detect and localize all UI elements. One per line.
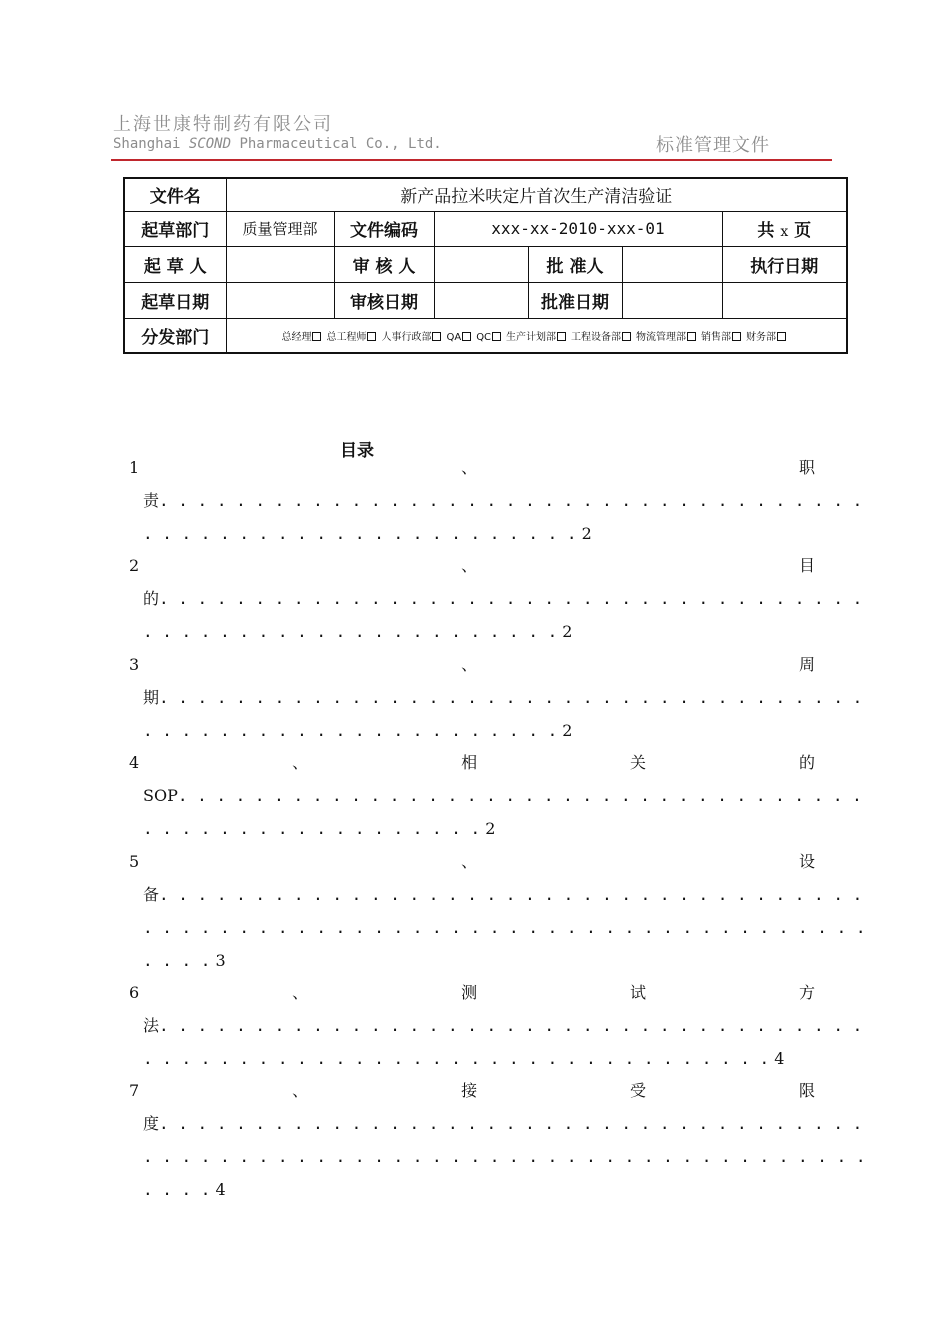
table-row [124,246,847,282]
approver-label: 批 准人 [528,246,622,282]
toc-dot-leader: . . . . . . . . . . . . . . . . . . . . . . . . . . . . . . . . . . . . . [159,589,863,608]
distribution-item-label: 财务部 [746,331,777,343]
checkbox-icon[interactable] [777,332,786,341]
toc-entry-number: 1 [129,458,140,477]
toc-entry-word: 测 [461,983,478,1002]
checkbox-icon[interactable] [732,332,741,341]
pages-prefix: 共 [757,221,775,241]
draft-date-label: 起草日期 [124,282,226,318]
toc-entry-continuation: 的 [143,589,160,608]
distribution-item [636,332,696,343]
distribution-list [227,328,847,343]
toc-entry-heading [129,458,815,478]
toc-entry-word: 限 [798,1081,815,1100]
document-info-table [123,177,848,354]
drafter-label: 起 草 人 [124,246,226,282]
distribution-item-label: 总经理 [281,331,312,343]
toc-dot-leader: . . . . . . . . . . . . . . . . . . . . . . . . . . . . . . . . . . . . . . [143,918,866,937]
distribution-item [746,332,786,343]
toc-dot-leader: . . . . . . . . . . . . . . . . . . . . . . . . . . . . . . . . . [143,1049,770,1068]
pages-value: x [780,224,789,240]
distribution-label: 分发部门 [124,318,226,353]
toc-entry-separator: 、 [461,852,478,871]
toc-leader-line [143,951,226,971]
toc-entry-continuation: 期 [143,688,160,707]
table-row [124,282,847,318]
distribution-item [701,332,741,343]
review-date-label: 审核日期 [334,282,434,318]
doc-code-value: xxx-xx-2010-xxx-01 [434,211,722,246]
toc-page-number: 2 [576,524,592,543]
distribution-item-label: 销售部 [701,331,732,343]
toc-leader-line [143,688,862,708]
toc-entry-continuation: 法 [143,1016,160,1035]
toc-page-number: 3 [210,951,226,970]
toc-leader-line [143,1049,784,1069]
pages-suffix: 页 [794,221,812,241]
toc-entry-continuation: 度 [143,1114,160,1133]
page-count [722,211,847,246]
company-name-en [113,136,442,152]
toc-entry-separator: 、 [461,655,478,674]
header-rule [111,159,832,161]
distribution-item [446,332,471,343]
table-row [124,211,847,246]
distribution-item-label: 工程设备部 [571,331,622,343]
toc-entry-heading [129,753,815,773]
checkbox-icon[interactable] [462,332,471,341]
checkbox-icon[interactable] [312,332,321,341]
review-date-value [434,282,528,318]
distribution-cell [226,318,847,353]
drafter-value [226,246,334,282]
toc-page-number: 4 [769,1049,785,1068]
effective-date-label: 执行日期 [722,246,847,282]
toc-entry-separator: 、 [461,458,478,477]
toc-leader-line [143,622,572,642]
table-row [124,318,847,353]
doc-code-label: 文件编码 [334,211,434,246]
toc-entry-continuation: SOP [143,786,178,805]
toc-dot-leader: . . . . . . . . . . . . . . . . . . . . . . [143,721,558,740]
toc-entry-word: 的 [798,753,815,772]
checkbox-icon[interactable] [492,332,501,341]
toc-title: 目录 [340,441,374,461]
toc-dot-leader: . . . . . . . . . . . . . . . . . . . . . . . . . . . . . . . . . . . . . [159,688,863,707]
toc-entry-word: 方 [798,983,815,1002]
toc-dot-leader: . . . . [143,1180,211,1199]
distribution-item [326,332,376,343]
distribution-item [381,332,441,343]
toc-entry-number: 4 [129,753,140,772]
toc-leader-line [143,491,862,511]
toc-leader-line [143,1180,226,1200]
toc-entry-number: 5 [129,852,140,871]
toc-leader-line [143,1016,862,1036]
company-en-brand: SCOND [188,136,232,152]
toc-leader-line [143,1147,865,1167]
toc-dot-leader: . . . . . . . . . . . . . . . . . . . . . . . . . . . . . . . . . . . . . [159,1114,863,1133]
toc-entry-word: 相 [461,753,478,772]
toc-entry-number: 2 [129,556,140,575]
draft-dept-value: 质量管理部 [226,211,334,246]
toc-leader-line [143,524,592,544]
toc-leader-line [143,786,862,806]
toc-leader-line [143,589,862,609]
distribution-item-label: 物流管理部 [636,331,687,343]
toc-entry-continuation: 责 [143,491,160,510]
toc-leader-line [143,885,862,905]
distribution-item [281,332,321,343]
distribution-item-label: 人事行政部 [381,331,432,343]
toc-entry-number: 3 [129,655,140,674]
toc-dot-leader: . . . . . . . . . . . . . . . . . . . . . . . . . . . . . . . . . . . . . [159,1016,863,1035]
toc-entry-heading [129,852,815,872]
toc-dot-leader: . . . . . . . . . . . . . . . . . . . . . . . . . . . . . . . . . . . . . [159,491,863,510]
checkbox-icon[interactable] [432,332,441,341]
distribution-item [571,332,631,343]
toc-leader-line [143,918,865,938]
toc-entry-separator: 、 [461,556,478,575]
effective-date-value [722,282,847,318]
toc-entry-heading [129,1081,815,1101]
toc-entry-continuation: 备 [143,885,160,904]
toc-dot-leader: . . . . . . . . . . . . . . . . . . . . . . . . . . . . . . . . . . . . [177,786,862,805]
toc-entry-separator: 、 [292,1081,309,1100]
toc-entry-word: 目 [798,556,815,575]
company-en-suffix: Pharmaceutical Co., Ltd. [231,136,442,152]
toc-entry-number: 6 [129,983,140,1002]
toc-dot-leader: . . . . [143,951,211,970]
toc-page-number: 2 [480,819,496,838]
toc-leader-line [143,819,495,839]
toc-entry-number: 7 [129,1081,140,1100]
distribution-item [476,332,501,343]
toc-entry-word: 受 [630,1081,647,1100]
toc-page-number: 4 [210,1180,226,1199]
toc-entry-word: 职 [798,458,815,477]
checkbox-icon[interactable] [557,332,566,341]
toc-leader-line [143,1114,862,1134]
toc-entry-word: 关 [630,753,647,772]
distribution-item-label: 生产计划部 [506,331,557,343]
reviewer-label: 审 核 人 [334,246,434,282]
distribution-item-label: 总工程师 [326,331,367,343]
document-type: 标准管理文件 [656,135,770,156]
distribution-item-label: QA [446,331,462,343]
draft-date-value [226,282,334,318]
toc-page-number: 2 [557,721,573,740]
reviewer-value [434,246,528,282]
toc-dot-leader: . . . . . . . . . . . . . . . . . . . . . . . . . . . . . . . . . . . . . . [143,1147,866,1166]
checkbox-icon[interactable] [367,332,376,341]
toc-page-number: 2 [557,622,573,641]
approver-value [622,246,722,282]
toc-entry-word: 周 [798,655,815,674]
distribution-item [506,332,566,343]
toc-entry-word: 设 [798,852,815,871]
toc-entry-word: 接 [461,1081,478,1100]
toc-dot-leader: . . . . . . . . . . . . . . . . . . . . . . . [143,524,577,543]
toc-entry-heading [129,556,815,576]
toc-dot-leader: . . . . . . . . . . . . . . . . . . . . . . . . . . . . . . . . . . . . . [159,885,863,904]
approve-date-value [622,282,722,318]
toc-entry-word: 试 [630,983,647,1002]
file-name-value: 新产品拉米呋定片首次生产清洁验证 [226,178,847,211]
distribution-item-label: QC [476,331,492,343]
checkbox-icon[interactable] [687,332,696,341]
checkbox-icon[interactable] [622,332,631,341]
toc-entry-separator: 、 [292,983,309,1002]
toc-dot-leader: . . . . . . . . . . . . . . . . . . [143,819,481,838]
company-name-cn: 上海世康特制药有限公司 [113,114,333,135]
toc-entry-heading [129,655,815,675]
draft-dept-label: 起草部门 [124,211,226,246]
file-name-label: 文件名 [124,178,226,211]
toc-entry-separator: 、 [292,753,309,772]
toc-dot-leader: . . . . . . . . . . . . . . . . . . . . . . [143,622,558,641]
toc-entry-heading [129,983,815,1003]
approve-date-label: 批准日期 [528,282,622,318]
toc-leader-line [143,721,572,741]
company-en-prefix: Shanghai [113,136,189,152]
table-row [124,178,847,211]
